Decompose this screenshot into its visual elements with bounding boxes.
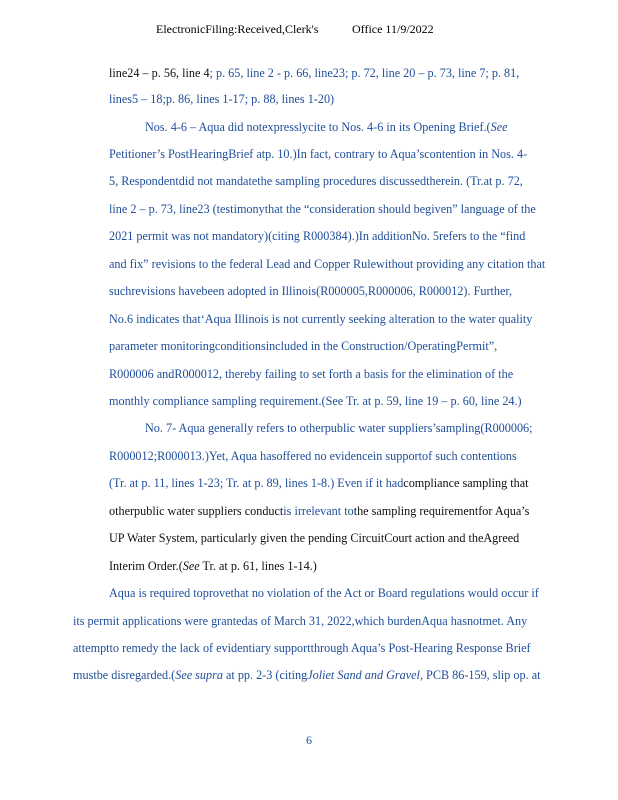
page-number: 6 [306,733,312,747]
text-segment: Aqua is required toprovethat no violation of the Act or Board regulations would occur if [109,586,539,600]
text-segment: 5, Respondentdid not mandatethe sampling procedures discussedtherein. (Tr.at p. 72, [109,174,523,188]
text-line [109,559,317,574]
text-segment: Petitioner’s PostHearingBrief atp. 10.)In fact, contrary to Aqua’scontention in Nos. 4- [109,147,528,161]
text-segment: line24 [109,66,140,80]
text-line [109,586,539,601]
text-line [109,147,527,162]
text-line [73,614,527,629]
text-segment: the sampling requirementfor Aqua’s [353,504,530,518]
text-line [109,284,512,299]
text-segment: and fix” revisions to the federal Lead and Copper Rulewithout providing any citation that [109,257,546,271]
text-line [109,449,517,464]
text-segment: compliance sampling that [403,476,529,490]
text-line [145,120,508,135]
text-line [73,641,531,656]
text-segment: monthly compliance sampling requirement.(See Tr. at p. 59, line 19 – p. 60, line 24.) [109,394,522,408]
text-line [109,174,523,189]
text-line [109,504,529,519]
text-segment: Nos. 4-6 – Aqua did notexpresslycite to Nos. 4-6 in its Opening Brief.( [145,120,491,134]
text-segment: otherpublic water suppliers conduct [109,504,284,518]
text-segment: ; p. 65, line 2 - p. 66, line23; p. 72, line 20 – p. 73, line 7; p. 81, [209,66,520,80]
text-line [109,339,497,354]
text-segment: Joliet Sand and Gravel, [307,668,423,682]
text-segment: (Tr. at p. 11, lines 1-23; Tr. at p. 89, lines 1-8.) Even if it had [109,476,404,490]
text-line [109,367,513,382]
text-segment: lines5 – 18;p. 86, lines 1-17; p. 88, lines 1-20) [109,92,335,106]
text-segment: – p. 56, line 4 [139,66,210,80]
text-segment: R000006 andR000012, thereby failing to set forth a basis for the elimination of the [109,367,514,381]
text-segment: parameter monitoringconditionsincluded in the Construction/OperatingPermit”, [109,339,498,353]
text-segment: is irrelevant to [283,504,354,518]
filing-stamp: ElectronicFiling:Received,Clerk's [156,22,319,36]
text-segment: mustbe disregarded.( [73,668,176,682]
text-segment: See [182,559,200,573]
text-segment: No. 7- Aqua generally refers to otherpublic water suppliers’sampling(R000006; [145,421,533,435]
text-line [109,66,519,81]
text-line [145,421,533,436]
text-segment: attemptto remedy the lack of evidentiary supportthrough Aqua’s Post-Hearing Response Brief [73,641,531,655]
office-date: Office 11/9/2022 [352,22,434,36]
text-line [109,394,522,409]
text-line [109,476,529,491]
text-segment: suchrevisions havebeen adopted in Illinois(R000005,R000006, R000012). Further, [109,284,513,298]
text-segment: UP Water System, particularly given the pending CircuitCourt action and theAgreed [109,531,520,545]
text-segment: See [490,120,508,134]
text-segment: No.6 indicates that‘Aqua Illinois is not currently seeking alteration to the water quality [109,312,533,326]
text-line [109,312,532,327]
text-line [109,257,545,272]
text-segment: R000012;R000013.)Yet, Aqua hasoffered no evidencein supportof such contentions [109,449,517,463]
text-segment: 2021 permit was not mandatory)(citing R000384).)In additionNo. 5refers to the “find [109,229,526,243]
text-segment: See supra [175,668,223,682]
text-segment: Interim Order.( [109,559,183,573]
text-line [109,531,519,546]
text-line [109,202,536,217]
text-line [109,92,334,107]
text-segment: line 2 – p. 73, line23 (testimonythat the “consideration should begiven” language of the [109,202,536,216]
text-segment: PCB 86-159, slip op. at [423,668,541,682]
text-segment: at pp. 2-3 (citing [222,668,308,682]
text-segment: its permit applications were grantedas of March 31, 2022,which burdenAqua hasnotmet. Any [73,614,528,628]
text-line [109,229,525,244]
text-line [73,668,540,683]
text-segment: Tr. at p. 61, lines 1-14.) [199,559,317,573]
